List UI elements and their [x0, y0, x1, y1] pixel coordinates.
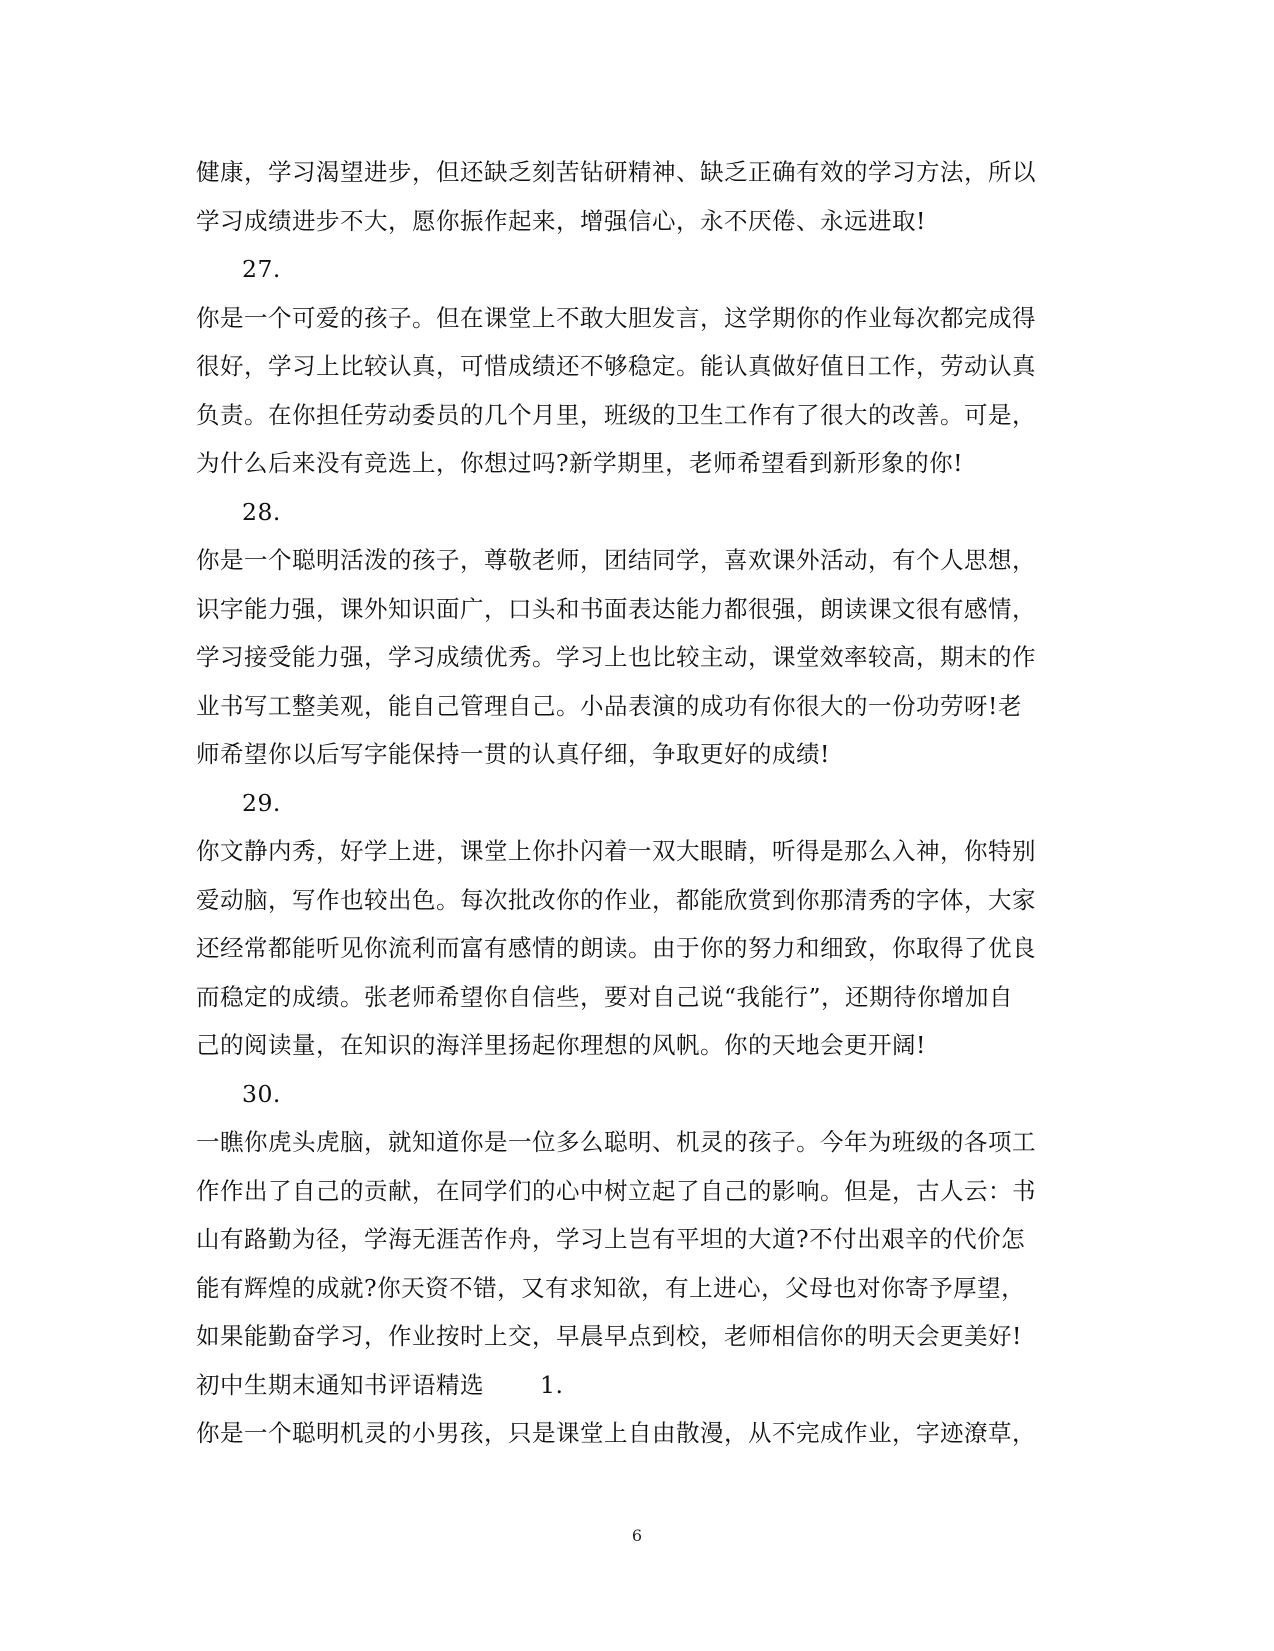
text-line: 而稳定的成绩。张老师希望你自信些，要对自己说“我能行”，还期待你增加自 [196, 982, 1014, 1011]
item-number: 29. [242, 788, 281, 817]
text-line: 学习接受能力强，学习成绩优秀。学习上也比较主动，课堂效率较高，期末的作 [196, 643, 1036, 671]
text-line: 己的阅读量，在知识的海洋里扬起你理想的风帆。你的天地会更开阔! [196, 1031, 926, 1059]
text-line: 你是一个聪明机灵的小男孩，只是课堂上自由散漫，从不完成作业，字迹潦草， [196, 1419, 1036, 1447]
text-line: 你是一个聪明活泼的孩子，尊敬老师，团结同学，喜欢课外活动，有个人思想， [196, 546, 1036, 574]
text-line: 作作出了自己的贡献，在同学们的心中树立起了自己的影响。但是，古人云：书 [196, 1176, 1036, 1205]
text-line: 健康，学习渴望进步，但还缺乏刻苦钻研精神、缺乏正确有效的学习方法，所以 [196, 158, 1036, 186]
text-line: 你文静内秀，好学上进，课堂上你扑闪着一双大眼睛，听得是那么入神，你特别 [196, 837, 1036, 865]
item-number: 30. [242, 1079, 281, 1108]
text-line: 一瞧你虎头虎脑，就知道你是一位多么聪明、机灵的孩子。今年为班级的各项工 [196, 1128, 1036, 1156]
page-number: 6 [631, 1526, 643, 1545]
text-line: 师希望你以后写字能保持一贯的认真仔细，争取更好的成绩! [196, 740, 830, 768]
item-number: 28. [242, 497, 281, 526]
section-heading [196, 1361, 1076, 1410]
text-line: 业书写工整美观，能自己管理自己。小品表演的成功有你很大的一份功劳呀!老 [196, 691, 1022, 720]
text-line: 识字能力强，课外知识面广，口头和书面表达能力都很强，朗读课文很有感情， [196, 594, 1036, 623]
text-line: 为什么后来没有竞选上，你想过吗?新学期里，老师希望看到新形象的你! [196, 449, 964, 477]
text-line: 很好，学习上比较认真，可惜成绩还不够稳定。能认真做好值日工作，劳动认真 [196, 352, 1036, 380]
text-line: 能有辉煌的成就?你天资不错，又有求知欲，有上进心，父母也对你寄予厚望， [196, 1273, 1026, 1302]
text-line: 爱动脑，写作也较出色。每次批改你的作业，都能欣赏到你那清秀的字体，大家 [196, 885, 1036, 914]
section-title: 初中生期末通知书评语精选 [196, 1370, 484, 1399]
document-body [196, 148, 1076, 1458]
text-line: 如果能勤奋学习，作业按时上交，早晨早点到校，老师相信你的明天会更美好! [196, 1322, 1022, 1350]
text-line: 学习成绩进步不大，愿你振作起来，增强信心，永不厌倦、永远进取! [196, 206, 926, 235]
text-line: 山有路勤为径，学海无涯苦作舟，学习上岂有平坦的大道?不付出艰辛的代价怎 [196, 1225, 1026, 1253]
text-line: 你是一个可爱的孩子。但在课堂上不敢大胆发言，这学期你的作业每次都完成得 [196, 303, 1036, 332]
text-line: 还经常都能听见你流利而富有感情的朗读。由于你的努力和细致，你取得了优良 [196, 934, 1036, 962]
text-line: 负责。在你担任劳动委员的几个月里，班级的卫生工作有了很大的改善。可是， [196, 400, 1036, 429]
item-number: 27. [242, 255, 281, 283]
section-first-number: 1. [540, 1370, 564, 1399]
